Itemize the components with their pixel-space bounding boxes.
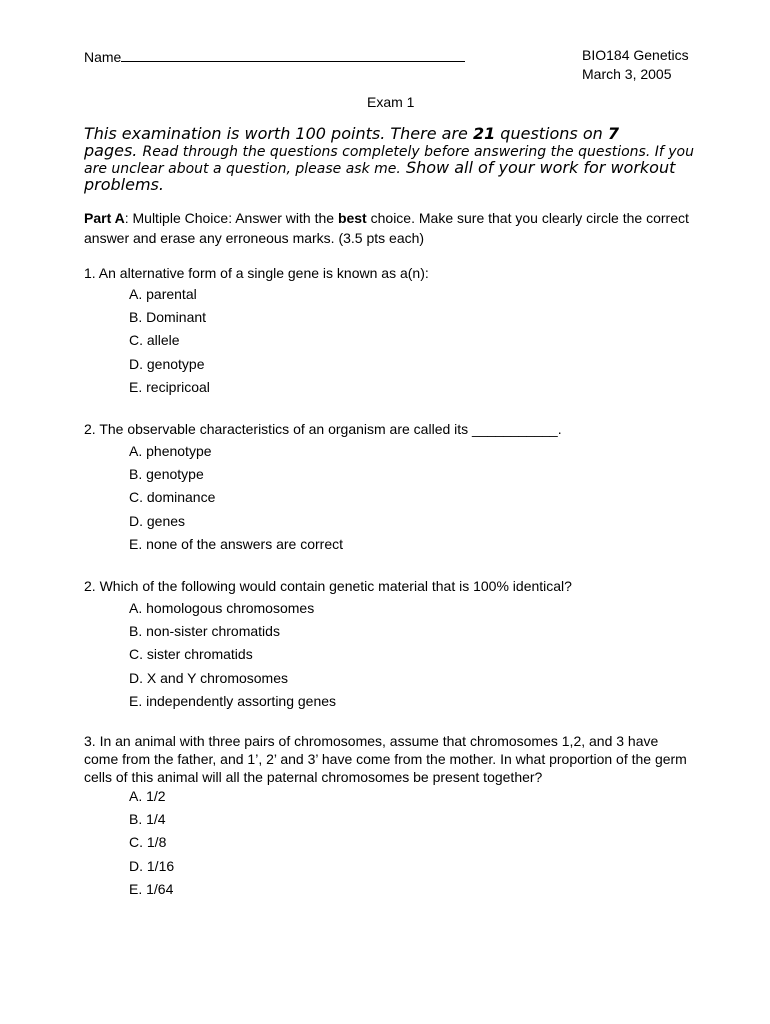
option[interactable]: E. independently assorting genes bbox=[129, 692, 337, 709]
name-label: Name bbox=[84, 49, 122, 65]
option[interactable]: A. parental bbox=[129, 286, 197, 302]
question-2-options bbox=[129, 440, 343, 556]
option[interactable]: B. non-sister chromatids bbox=[129, 623, 280, 640]
name-field bbox=[84, 47, 465, 65]
option[interactable]: D. X and Y chromosomes bbox=[129, 669, 289, 686]
question-4: 3. In an animal with three pairs of chromosomes, assume that chromosomes 1,2, and 3 have come from the father, and 1’, 2’ and 3’ have come from the mother. In what proportion of the germ cells of this animal will all the paternal chromosomes be present together? bbox=[84, 733, 687, 785]
instructions-pages: pages. bbox=[84, 141, 143, 160]
option[interactable]: C. 1/8 bbox=[129, 834, 167, 851]
exam-instructions bbox=[84, 126, 704, 194]
instructions-sentence-2: Read through the questions completely before answering the questions. If you are unclear about a question, please ask me. bbox=[84, 144, 694, 177]
option[interactable]: B. 1/4 bbox=[129, 811, 166, 828]
question-2: 2. The observable characteristics of an organism are called its ___________. bbox=[84, 421, 562, 437]
option[interactable]: A. 1/2 bbox=[129, 788, 166, 804]
option[interactable]: D. genes bbox=[129, 512, 186, 529]
exam-date: March 3, 2005 bbox=[582, 66, 672, 82]
option[interactable]: E. none of the answers are correct bbox=[129, 535, 343, 552]
question-1-options bbox=[129, 283, 210, 399]
option[interactable]: A. phenotype bbox=[129, 443, 212, 459]
option[interactable]: C. allele bbox=[129, 332, 180, 349]
instructions-sentence-1b: questions on bbox=[495, 124, 608, 143]
name-blank-line bbox=[121, 47, 465, 62]
option[interactable]: D. genotype bbox=[129, 355, 205, 372]
option[interactable]: D. 1/16 bbox=[129, 857, 175, 874]
question-count: 21 bbox=[472, 124, 496, 143]
exam-title: Exam 1 bbox=[367, 94, 415, 110]
part-a-text-2: choice. Make sure that you clearly circle the correct answer and erase any erroneous marks. (3.5 pts each) bbox=[84, 210, 689, 246]
option[interactable]: B. genotype bbox=[129, 466, 204, 483]
question-1: 1. An alternative form of a single gene is known as a(n): bbox=[84, 265, 429, 281]
instructions-sentence-1: This examination is worth 100 points. There are bbox=[84, 124, 473, 143]
question-4-options bbox=[129, 785, 174, 901]
option[interactable]: E. recipricoal bbox=[129, 378, 210, 395]
question-3: 2. Which of the following would contain genetic material that is 100% identical? bbox=[84, 578, 572, 594]
option[interactable]: A. homologous chromosomes bbox=[129, 600, 315, 616]
course-title: BIO184 Genetics bbox=[582, 47, 689, 63]
option[interactable]: E. 1/64 bbox=[129, 880, 174, 897]
part-a-emphasis: best bbox=[337, 210, 367, 226]
page-count: 7 bbox=[607, 124, 620, 143]
instructions-sentence-3: Show all of your work for workout problems. bbox=[84, 158, 676, 194]
option[interactable]: C. sister chromatids bbox=[129, 646, 253, 663]
option[interactable]: C. dominance bbox=[129, 489, 216, 506]
part-a-instructions bbox=[84, 208, 704, 248]
option[interactable]: B. Dominant bbox=[129, 309, 207, 326]
part-a-text-1: : Multiple Choice: Answer with the bbox=[124, 210, 338, 226]
part-a-label: Part A bbox=[84, 210, 125, 226]
question-3-options bbox=[129, 597, 336, 713]
